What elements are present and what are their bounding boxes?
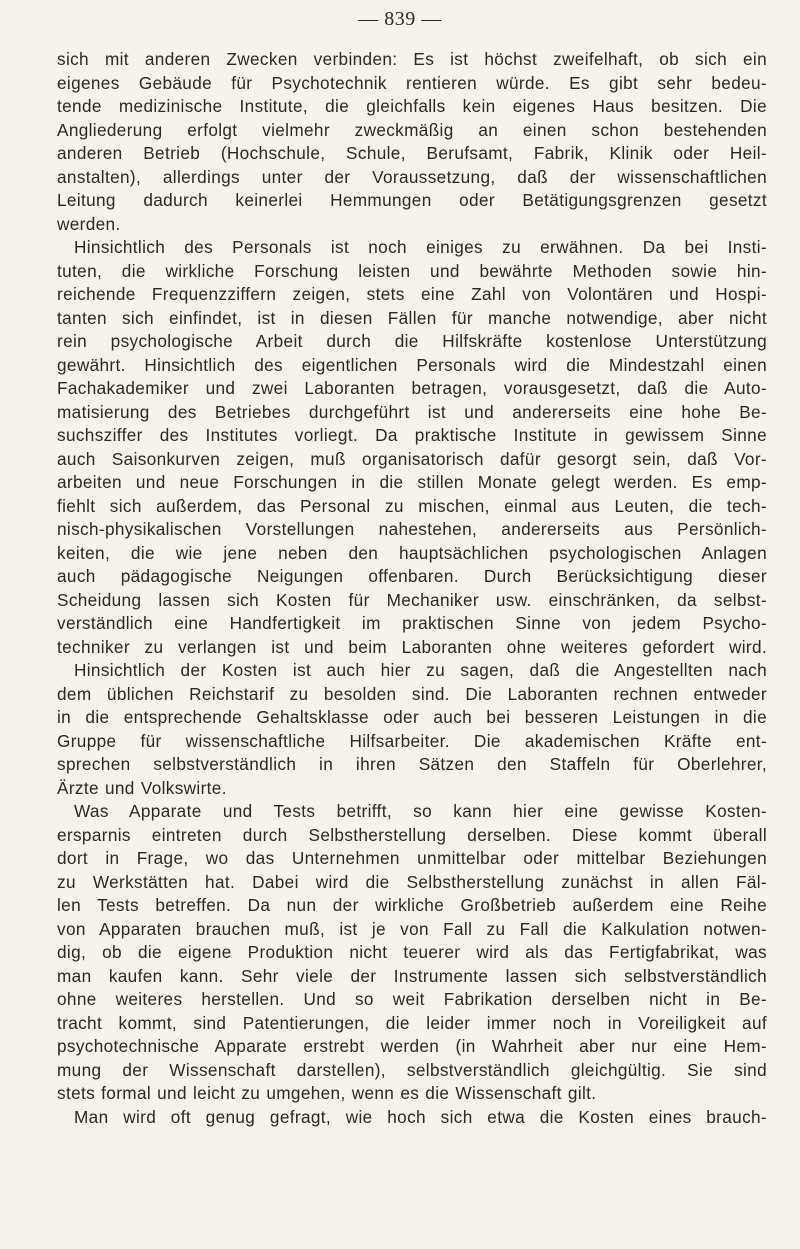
text-line: werden.	[57, 213, 121, 234]
text-line: arbeiten und neue Forschungen in die stillen Monate gelegt werden. Es emp-	[57, 472, 767, 492]
text-line: Fachakademiker und zwei Laboranten betragen, vorausgesetzt, daß die Auto-	[57, 378, 767, 398]
text-line: gewährt. Hinsichtlich des eigentlichen Personals wird die Mindestzahl einen	[57, 354, 767, 375]
text-line: dig, ob die eigene Produktion nicht teuerer wird als das Fertigfabrikat, was	[57, 942, 767, 962]
text-line: anstalten), allerdings unter der Voraussetzung, daß der wissenschaftlichen	[57, 166, 767, 187]
text-line: fiehlt sich außerdem, das Personal zu mischen, einmal aus Leuten, die tech-	[57, 495, 767, 516]
text-line: Leitung dadurch keinerlei Hemmungen oder Betätigungsgrenzen gesetzt	[57, 190, 767, 210]
text-line: tuten, die wirkliche Forschung leisten und bewährte Methoden sowie hin-	[57, 260, 767, 281]
text-line: Hinsichtlich des Personals ist noch einiges zu erwähnen. Da bei Insti-	[74, 237, 767, 257]
text-line: dem üblichen Reichstarif zu besolden sind. Die Laboranten rechnen entweder	[57, 683, 767, 704]
text-line: suchsziffer des Institutes vorliegt. Da praktische Institute in gewissem Sinne	[57, 425, 767, 445]
text-line: rein psychologische Arbeit durch die Hilfskräfte kostenlose Unterstützung	[57, 331, 767, 351]
text-line: auch pädagogische Neigungen offenbaren. Durch Berücksichtigung dieser	[57, 566, 767, 586]
text-line: anderen Betrieb (Hochschule, Schule, Berufsamt, Fabrik, Klinik oder Heil-	[57, 143, 767, 163]
text-line: sprechen selbstverständlich in ihren Sätzen den Staffeln für Oberlehrer,	[57, 754, 767, 774]
text-line: stets formal und leicht zu umgehen, wenn es die Wissenschaft gilt.	[57, 1083, 597, 1103]
text-line: tanten sich einfindet, ist in diesen Fällen für manche notwendige, aber nicht	[57, 307, 767, 328]
text-line: mung der Wissenschaft darstellen), selbstverständlich gleichgültig. Sie sind	[57, 1059, 767, 1080]
text-line: techniker zu verlangen ist und beim Laboranten ohne weiteres gefordert wird.	[57, 636, 767, 657]
text-line: len Tests betreffen. Da nun der wirkliche Großbetrieb außerdem eine Reihe	[57, 895, 767, 915]
text-line: ersparnis eintreten durch Selbstherstellung derselben. Diese kommt überall	[57, 824, 767, 845]
text-line: Gruppe für wissenschaftliche Hilfsarbeiter. Die akademischen Kräfte ent-	[57, 730, 767, 751]
text-line: zu Werkstätten hat. Dabei wird die Selbstherstellung zunächst in allen Fäl-	[57, 871, 767, 892]
text-line: Man wird oft genug gefragt, wie hoch sich etwa die Kosten eines brauch-	[74, 1106, 767, 1127]
text-line: verständlich eine Handfertigkeit im praktischen Sinne von jedem Psycho-	[57, 613, 767, 633]
page-number: — 839 —	[358, 8, 442, 30]
text-line: man kaufen kann. Sehr viele der Instrumente lassen sich selbstverständlich	[57, 965, 767, 986]
text-line: tende medizinische Institute, die gleichfalls kein eigenes Haus besitzen. Die	[57, 96, 767, 116]
text-line: sich mit anderen Zwecken verbinden: Es ist höchst zweifelhaft, ob sich ein	[57, 49, 767, 69]
text-line: von Apparaten brauchen muß, ist je von Fall zu Fall die Kalkulation notwen-	[57, 918, 767, 939]
text-line: keiten, die wie jene neben den hauptsächlichen psychologischen Anlagen	[57, 542, 767, 563]
text-line: reichende Frequenzziffern zeigen, stets eine Zahl von Volontären und Hospi-	[57, 284, 767, 304]
text-line: Ärzte und Volkswirte.	[57, 777, 227, 798]
text-line: Hinsichtlich der Kosten ist auch hier zu sagen, daß die Angestellten nach	[74, 660, 767, 680]
text-line: eigenes Gebäude für Psychotechnik rentieren würde. Es gibt sehr bedeu-	[57, 72, 767, 93]
text-line: Angliederung erfolgt vielmehr zweckmäßig an einen schon bestehenden	[57, 119, 767, 140]
text-line: Scheidung lassen sich Kosten für Mechaniker usw. einschränken, da selbst-	[57, 589, 767, 610]
text-line: matisierung des Betriebes durchgeführt ist und andererseits eine hohe Be-	[57, 401, 767, 422]
body-text	[57, 48, 767, 1129]
text-line: in die entsprechende Gehaltsklasse oder auch bei besseren Leistungen in die	[57, 707, 767, 727]
text-line: dort in Frage, wo das Unternehmen unmittelbar oder mittelbar Beziehungen	[57, 848, 767, 868]
text-line: Was Apparate und Tests betrifft, so kann hier eine gewisse Kosten-	[74, 801, 767, 821]
text-line: ohne weiteres herstellen. Und so weit Fabrikation derselben nicht in Be-	[57, 989, 767, 1009]
text-line: nisch-physikalischen Vorstellungen nahestehen, andererseits aus Persönlich-	[57, 519, 767, 539]
text-line: psychotechnische Apparate erstrebt werden (in Wahrheit aber nur eine Hem-	[57, 1036, 767, 1056]
text-line: auch Saisonkurven zeigen, muß organisatorisch dafür gesorgt sein, daß Vor-	[57, 448, 767, 469]
text-line: tracht kommt, sind Patentierungen, die leider immer noch in Voreiligkeit auf	[57, 1012, 767, 1033]
